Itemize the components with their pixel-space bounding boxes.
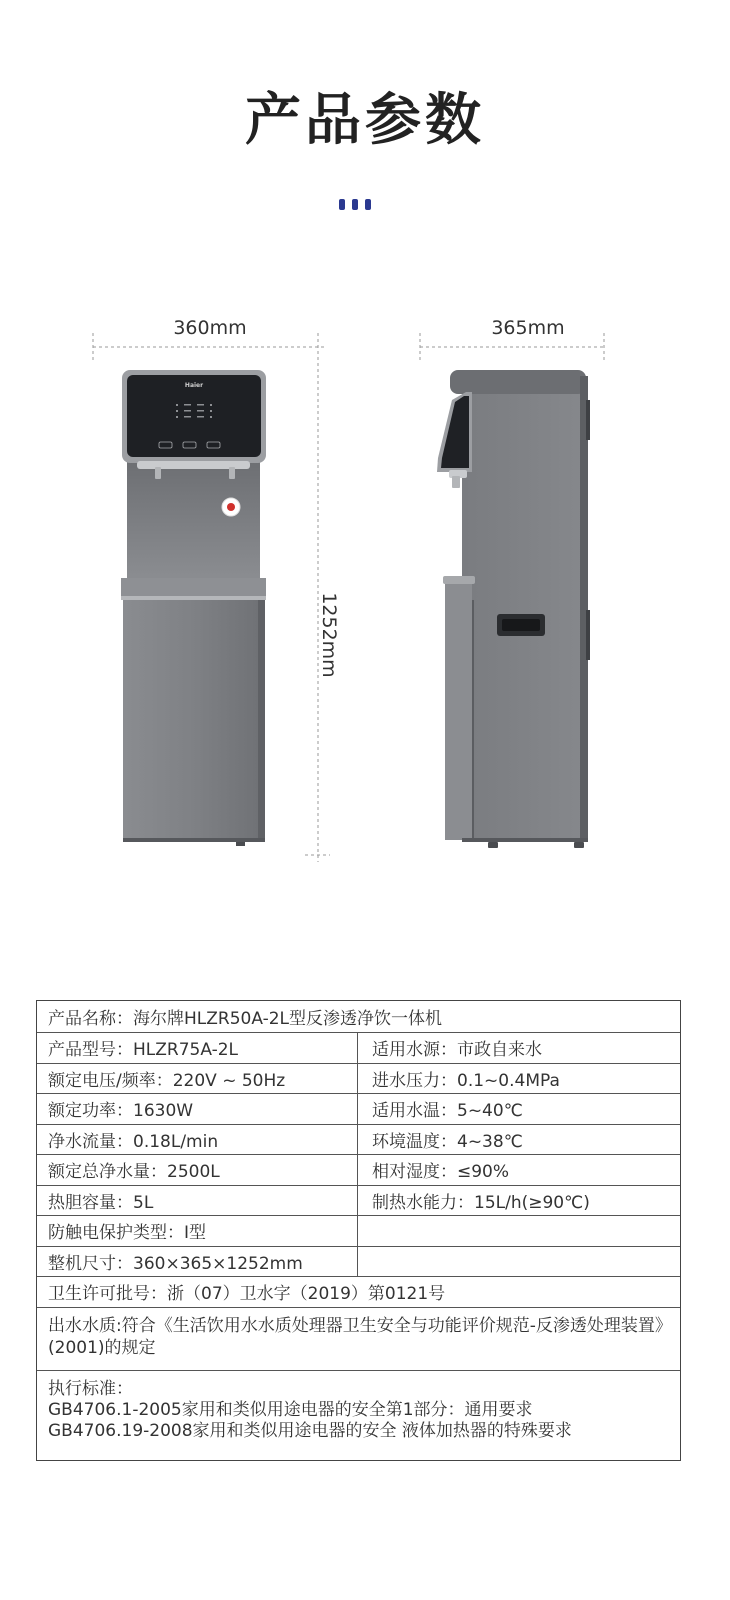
accent-mark [339,199,345,210]
side-view [437,370,590,848]
spec-cell: 相对湿度：≤90% [372,1162,510,1183]
height-dimension [305,333,340,862]
spec-row [37,1247,680,1278]
side-base [462,838,588,842]
side-top-cap [450,370,586,394]
spec-cell: 制热水能力：15L/h(≥90℃) [372,1192,590,1213]
side-rear-edge [580,376,588,842]
cabinet-side-strip [258,600,265,838]
spec-cell-empty [358,1247,680,1277]
hot-water-warning-drop [227,503,235,511]
spec-row [37,1371,680,1460]
spec-cell: 额定功率：1630W [37,1094,358,1124]
spec-cell: 适用水源：市政自来水 [372,1040,542,1061]
spec-row [37,1125,680,1156]
drip-tray-edge [121,596,266,600]
spec-cell: 防触电保护类型：I型 [37,1216,358,1246]
height-label: 1252mm [318,592,340,678]
side-handle-grip [502,619,540,631]
spec-row [37,1094,680,1125]
spec-cell: 热胆容量：5L [37,1186,358,1216]
spec-row [37,1064,680,1095]
base [123,838,265,842]
spec-cell: 整机尺寸：360×365×1252mm [37,1247,358,1277]
spec-row [37,1186,680,1217]
title-decoration [339,199,373,211]
side-body [462,376,586,842]
foot [574,842,584,848]
spec-cell: 净水流量：0.18L/min [37,1125,358,1155]
side-drip-tray [443,576,475,584]
spec-row [37,1277,680,1308]
spec-table [36,1000,681,1461]
spec-row [37,1308,680,1371]
rear-vent [586,610,590,660]
side-faucet-nozzle [452,476,460,488]
spec-water-quality: 出水水质:符合《生活饮用水水质处理器卫生安全与功能评价规范-反渗透处理装置》(2001)的规定 [48,1315,664,1358]
spec-cell: 环境温度：4~38℃ [372,1131,523,1152]
side-door-seam [472,600,474,840]
brand-logo: Haier [184,382,204,389]
spec-cell: 适用水温：5~40℃ [372,1101,523,1122]
faucet-nozzle [155,467,161,479]
spec-cell: 额定总净水量：2500L [37,1155,358,1185]
spec-row [37,1001,680,1033]
faucet-nozzle [229,467,235,479]
cabinet-door [123,600,263,838]
spec-license: 卫生许可批号：浙（07）卫水字（2019）第0121号 [48,1284,446,1305]
side-cabinet-front [445,580,472,840]
spec-standard-item: GB4706.19-2008家用和类似用途电器的安全 液体加热器的特殊要求 [48,1420,572,1441]
foot [236,842,245,846]
spec-cell: 额定电压/频率：220V ~ 50Hz [37,1064,358,1094]
spec-cell-empty [358,1216,680,1246]
foot [488,842,498,848]
accent-mark [365,199,371,210]
spec-row [37,1216,680,1247]
depth-dimension [420,317,604,361]
front-view [121,370,266,846]
spec-product-name: 产品名称：海尔牌HLZR50A-2L型反渗透净饮一体机 [48,1009,443,1029]
width-label: 360mm [173,317,247,339]
spec-standards-label: 执行标准： [48,1378,133,1399]
width-dimension [93,317,327,361]
spec-standard-item: GB4706.1-2005家用和类似用途电器的安全第1部分：通用要求 [48,1399,533,1420]
spec-cell: 产品型号：HLZR75A-2L [37,1033,358,1063]
spec-cell: 进水压力：0.1~0.4MPa [372,1070,560,1091]
dispensing-recess [127,462,260,580]
product-dimension-figure [0,300,730,880]
spec-row [37,1155,680,1186]
depth-label: 365mm [491,317,565,339]
page-title: 产品参数 [245,88,485,153]
rear-vent [586,400,590,440]
spec-row [37,1033,680,1064]
accent-mark [352,199,358,210]
spec-standards [37,1371,583,1460]
